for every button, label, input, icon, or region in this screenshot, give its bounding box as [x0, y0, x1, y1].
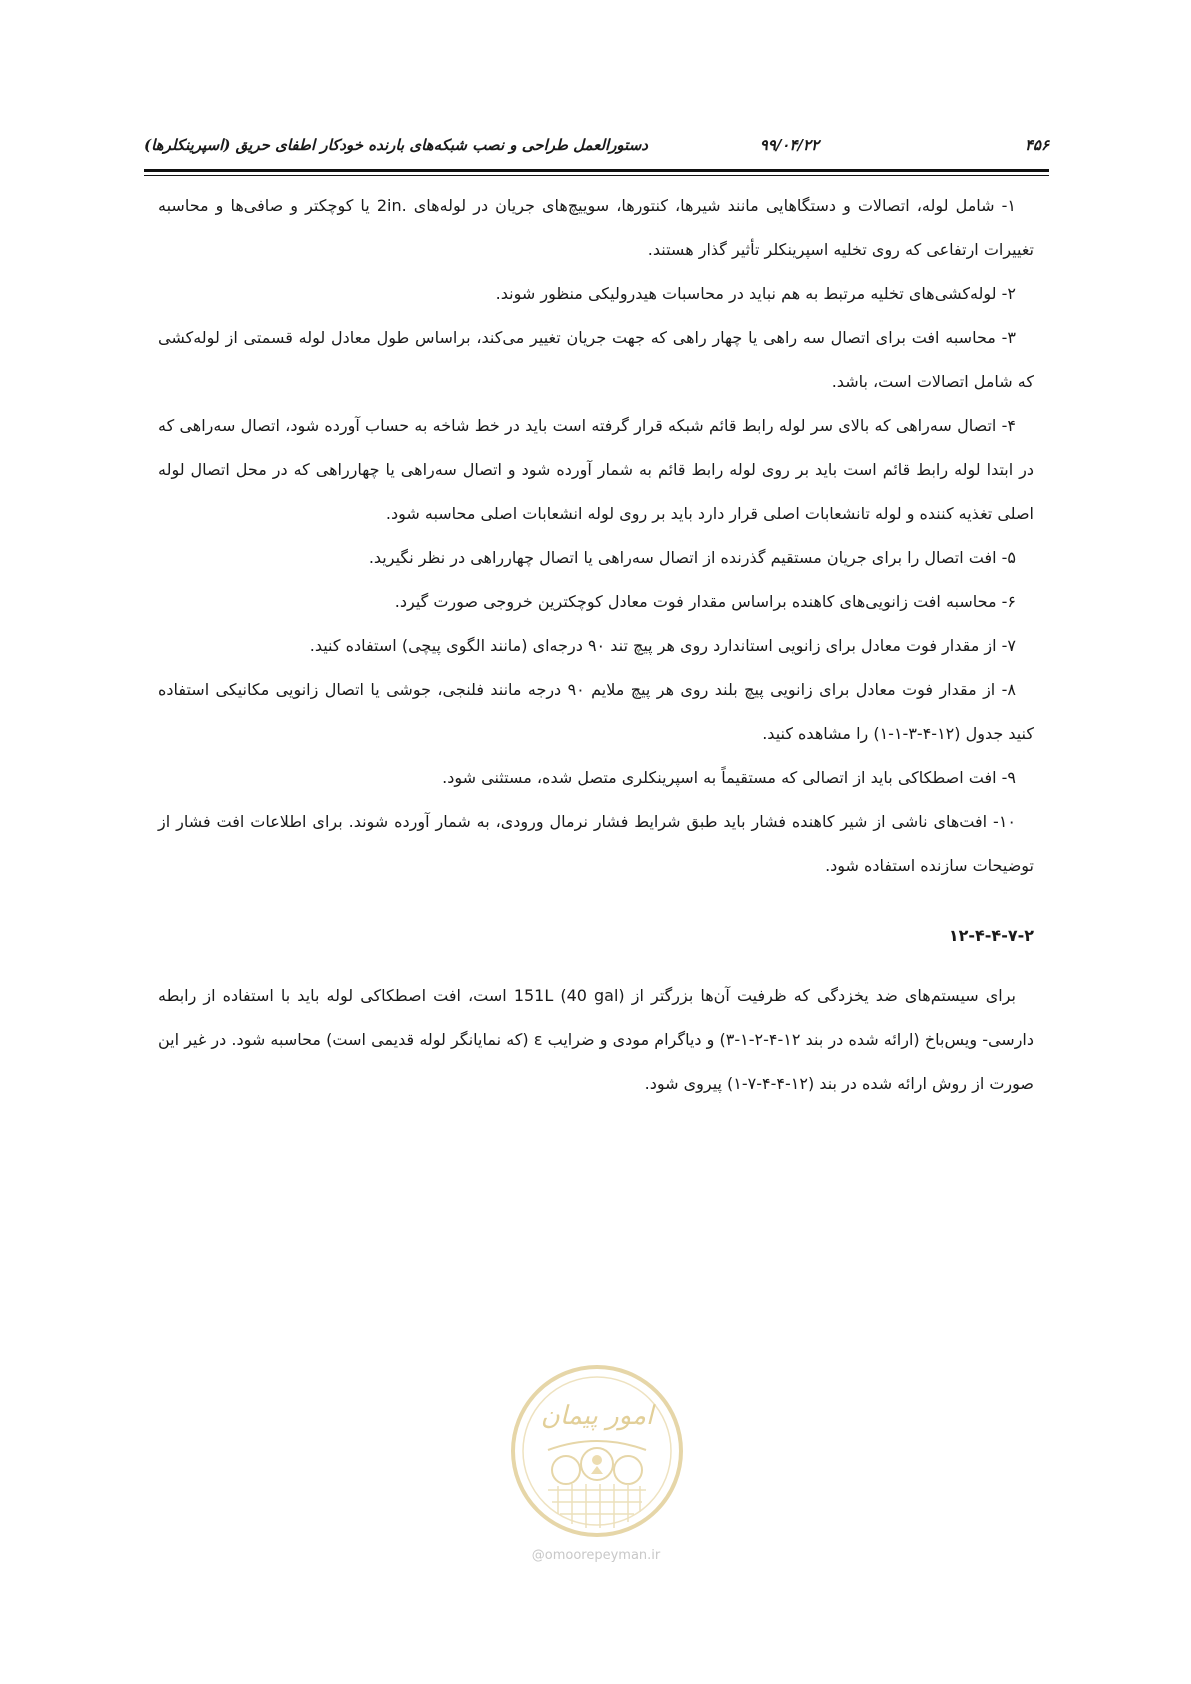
list-item-8: ۸- از مقدار فوت معادل برای زانویی پیچ بلند روی هر پیچ ملایم ۹۰ درجه مانند فلنجی، جوشی یا اتصال زانویی مکانیکی استفاده کنید جدول (۱۲-۴-۳-۱-۱) را مشاهده کنید. [158, 680, 1034, 743]
list-item-9: ۹- افت اصطکاکی باید از اتصالی که مستقیماً به اسپرینکلری متصل شده، مستثنی شود. [442, 768, 1016, 787]
seal-text: امور پیمان [540, 1401, 654, 1431]
list-item-4: ۴- اتصال سه‌راهی که بالای سر لوله رابط قائم شبکه قرار گرفته است باید در خط شاخه به حساب آورده شود، اتصال سه‌راهی که در ابتدا لوله رابط قائم است باید بر روی لوله رابط قائم به شمار آورده شود و اتصال سه‌راهی یا چهارراهی که در محل اتصال لوله اصلی تغذیه کننده و لوله تانشعابات اصلی قرار دارد باید بر روی لوله انشعابات اصلی محاسبه شود. [158, 416, 1034, 523]
list-item-10: ۱۰- افت‌های ناشی از شیر کاهنده فشار باید طبق شرایط فشار نرمال ورودی، به شمار آورده شوند. برای اطلاعات افت فشار از توضیحات سازنده استفاده شود. [158, 812, 1034, 875]
list-item-5: ۵- افت اتصال را برای جریان مستقیم گذرنده از اتصال سه‌راهی یا اتصال چهارراهی در نظر نگیرید. [368, 548, 1016, 567]
list-item-3: ۳- محاسبه افت برای اتصال سه راهی یا چهار راهی که جهت جریان تغییر می‌کند، براساس طول معادل لوله قسمتی از لوله‌کشی که شامل اتصالات است، باشد. [158, 328, 1034, 391]
document-body [158, 184, 1034, 1106]
list-item-1: ۱- شامل لوله، اتصالات و دستگاهایی مانند شیرها، کنتورها، سوییچ‌های جریان در لوله‌های .2in یا کوچکتر و صافی‌ها و محاسبه تغییرات ارتفاعی که روی تخلیه اسپرینکلر تأثیر گذار هستند. [158, 196, 1034, 259]
header-title: دستورالعمل طراحی و نصب شبکه‌های بارنده خودکار اطفای حریق (اسپرینکلرها) [144, 136, 648, 154]
seal-logo [508, 1362, 686, 1540]
list-item-2: ۲- لوله‌کشی‌های تخلیه مرتبط به هم نباید در محاسبات هیدرولیکی منظور شوند. [495, 284, 1016, 303]
header-rule-thin [144, 175, 1049, 176]
page-number: ۴۵۶ [1024, 136, 1049, 154]
header-rule-thick [144, 169, 1049, 172]
section-paragraph: برای سیستم‌های ضد یخزدگی که ظرفیت آن‌ها بزرگتر از 151L (40 gal) است، افت اصطکاکی لوله باید با استفاده از رابطه دارسی- ویس‌باخ (ارائه شده در بند ۱۲-۴-۲-۱-۳) و دیاگرام مودی و ضرایب ε (که نمایانگر لوله قدیمی است) محاسبه شود. در غیر این صورت از روش ارائه شده در بند (۱۲-۴-۴-۷-۱) پیروی شود. [158, 986, 1035, 1093]
list-item-7: ۷- از مقدار فوت معادل برای زانویی استاندارد روی هر پیچ تند ۹۰ درجه‌ای (مانند الگوی پیچی) استفاده کنید. [309, 636, 1016, 655]
section-heading: ۱۲-۴-۴-۷-۲ [948, 926, 1034, 945]
list-item-6: ۶- محاسبه افت زانویی‌های کاهنده براساس مقدار فوت معادل کوچکترین خروجی صورت گیرد. [394, 592, 1016, 611]
page-header [144, 132, 1049, 160]
website-watermark: @omoorepeyman.ir [531, 1548, 661, 1563]
header-date: ۹۹/۰۴/۲۲ [759, 136, 819, 154]
